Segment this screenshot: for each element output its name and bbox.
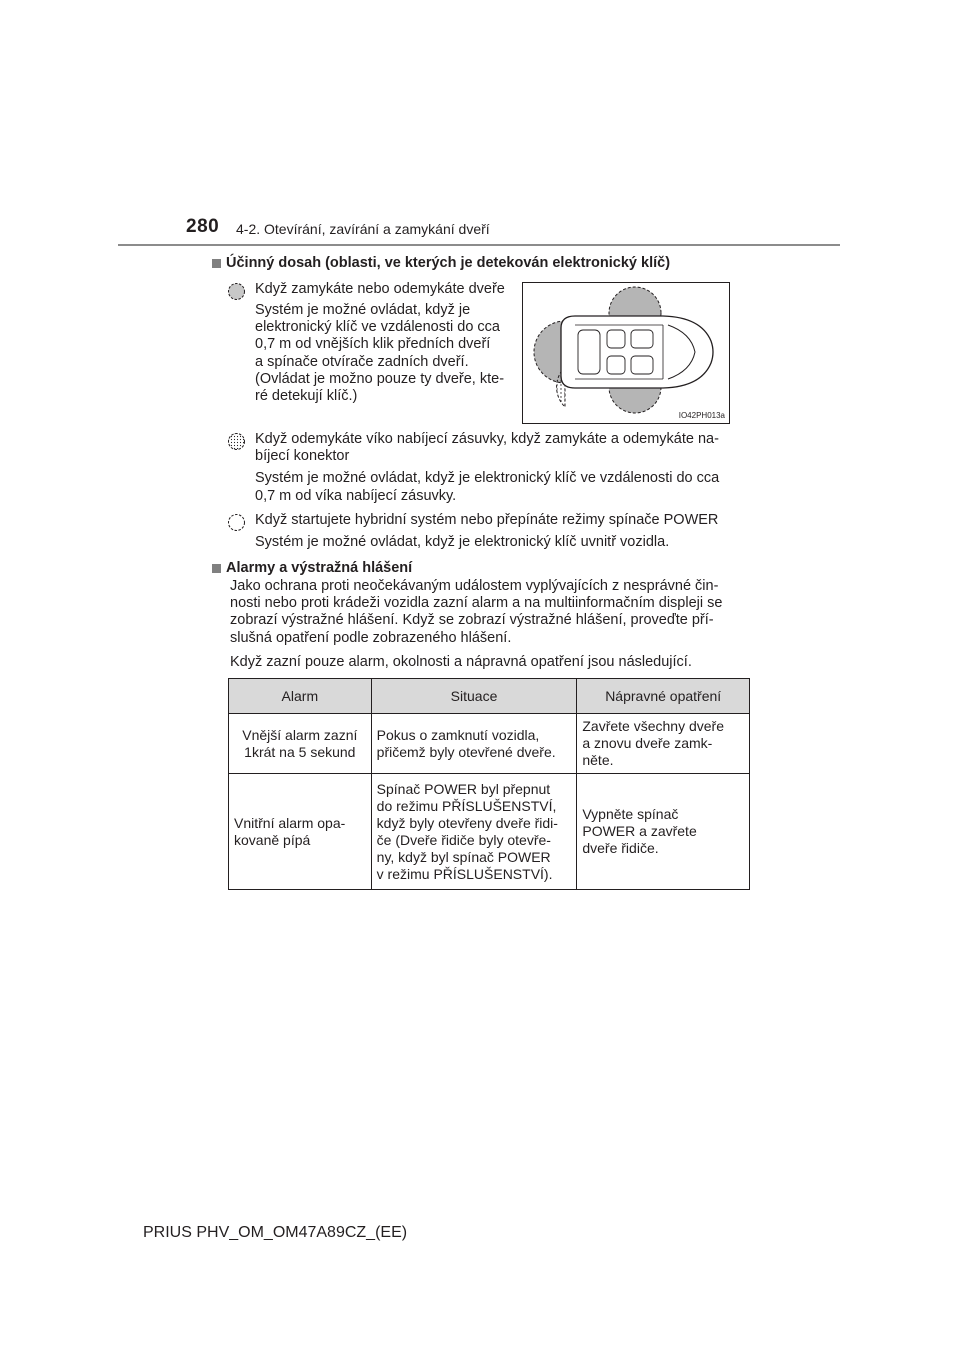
- table-cell: [371, 714, 577, 774]
- dotted-circle-icon: [227, 432, 246, 451]
- cell-line: Vnitřní alarm opa-: [234, 814, 346, 831]
- document-code: PRIUS PHV_OM_OM47A89CZ_(EE): [143, 1224, 408, 1241]
- text-line: ré detekují klíč.): [255, 388, 358, 405]
- cell-line: Vypněte spínač: [582, 806, 679, 822]
- alarm-table: [228, 678, 750, 890]
- table-cell: [577, 774, 750, 890]
- cell-line: v režimu PŘÍSLUŠENSTVÍ).: [376, 865, 553, 882]
- table-cell: [577, 714, 750, 774]
- text-line: 0,7 m od vnějších klik předních dveří: [255, 336, 491, 353]
- text-line: zobrazí výstražné hlášení. Když se zobrazí výstražné hlášení, proveďte pří-: [230, 612, 714, 629]
- car-top-view-icon: [523, 283, 728, 422]
- column-header: Alarm: [229, 679, 372, 714]
- text-line: nosti nebo proti krádeži vozidla zazní alarm a na multiinformačním displeji se: [230, 595, 723, 612]
- text-line: a spínače otvírače zadních dveří.: [255, 353, 469, 370]
- cell-line: Vnější alarm zazní: [242, 726, 358, 743]
- item-title: Když zamykáte nebo odemykáte dveře: [255, 281, 505, 297]
- cell-line: 1krát na 5 sekund: [244, 743, 356, 760]
- alarm-heading: [212, 560, 412, 576]
- figure-caption: IO42PH013a: [678, 411, 725, 420]
- range-item-power: [255, 512, 745, 551]
- table-cell: [229, 714, 372, 774]
- table-row: [229, 714, 750, 774]
- item-title: Když startujete hybridní systém nebo přepínáte režimy spínače POWER: [255, 512, 719, 528]
- text-line: slušná opatření podle zobrazeného hlášení.: [230, 629, 512, 646]
- cell-line: Zavřete všechny dveře: [582, 718, 724, 734]
- cell-line: POWER a zavřete: [582, 823, 697, 839]
- page-number: 280: [186, 216, 220, 237]
- column-header: Situace: [371, 679, 577, 714]
- text-line: elektronický klíč ve vzdálenosti do cca: [255, 319, 500, 336]
- item-description: [255, 302, 515, 405]
- alarm-heading-text: Alarmy a výstražná hlášení: [226, 560, 413, 576]
- table-cell: [371, 774, 577, 890]
- cell-line: če (Dveře řidiče byly otevře-: [376, 831, 551, 848]
- alarm-intro: [230, 578, 745, 647]
- text-line: Systém je možné ovládat, když je: [255, 302, 471, 318]
- cell-line: přičemž byly otevřené dveře.: [376, 743, 556, 760]
- light-fill-circle-icon: [227, 282, 246, 301]
- car-range-figure: [522, 282, 730, 424]
- item-title: bíjecí konektor: [255, 448, 350, 465]
- item-title: Když odemykáte víko nabíjecí zásuvky, když zamykáte a odemykáte na-: [255, 431, 719, 447]
- section-title: 4-2. Otevírání, zavírání a zamykání dveří: [236, 221, 490, 237]
- cell-line: a znovu dveře zamk-: [582, 735, 713, 751]
- cell-line: dveře řidiče.: [582, 840, 659, 856]
- cell-line: Pokus o zamknutí vozidla,: [376, 726, 540, 743]
- text-line: 0,7 m od víka nabíjecí zásuvky.: [255, 487, 457, 504]
- text-line: Systém je možné ovládat, když je elektronický klíč ve vzdálenosti do cca: [255, 470, 720, 487]
- cell-line: něte.: [582, 752, 614, 768]
- cell-line: kovaně pípá: [234, 831, 311, 848]
- cell-line: když byly otevřeny dveře řidi-: [376, 814, 558, 831]
- alarm-note: Když zazní pouze alarm, okolnosti a nápravná opatření jsou následující.: [230, 654, 692, 670]
- cell-line: Spínač POWER byl přepnut: [376, 780, 551, 797]
- item-description: [255, 470, 745, 504]
- column-header: Nápravné opatření: [577, 679, 750, 714]
- bullet-square-icon: [212, 259, 221, 268]
- cell-line: do režimu PŘÍSLUŠENSTVÍ,: [376, 797, 557, 814]
- text-line: (Ovládat je možno pouze ty dveře, kte-: [255, 370, 505, 387]
- range-item-charging: [255, 431, 745, 505]
- range-heading-text: Účinný dosah (oblasti, ve kterých je detekován elektronický klíč): [226, 255, 671, 271]
- cell-line: ny, když byl spínač POWER: [376, 848, 551, 865]
- header-divider: [118, 244, 840, 246]
- range-heading: [212, 255, 670, 271]
- text-line: Jako ochrana proti neočekávaným událostem vyplývajících z nesprávné čin-: [230, 578, 719, 594]
- table-header-row: [229, 679, 750, 714]
- table-cell: [229, 774, 372, 890]
- item-description: Systém je možné ovládat, když je elektronický klíč uvnitř vozidla.: [255, 534, 670, 550]
- table-row: [229, 774, 750, 890]
- range-item-doors: [255, 281, 515, 405]
- bullet-square-icon: [212, 564, 221, 573]
- empty-circle-icon: [227, 513, 246, 532]
